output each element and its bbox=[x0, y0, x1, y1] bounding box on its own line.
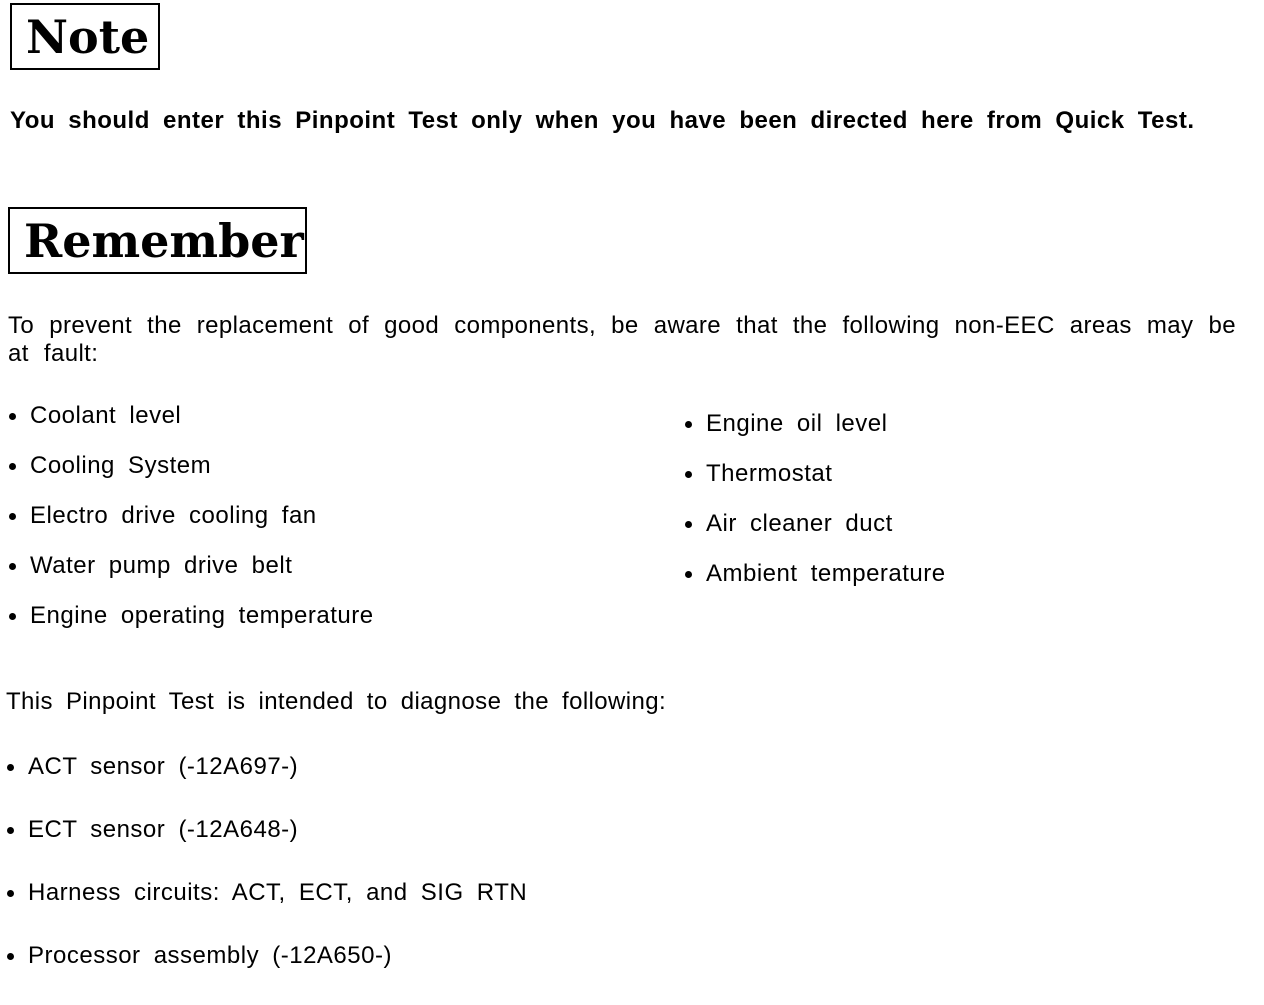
list-item bbox=[682, 460, 946, 488]
list-item-text: Water pump drive belt bbox=[30, 552, 293, 579]
list-item-text: Coolant level bbox=[30, 402, 182, 429]
bullet-icon bbox=[9, 563, 16, 570]
list-item-text: Air cleaner duct bbox=[706, 510, 893, 537]
note-heading: Note bbox=[10, 3, 160, 70]
bullet-icon bbox=[685, 421, 692, 428]
list-item bbox=[6, 552, 374, 580]
fault-areas-left-list bbox=[6, 402, 374, 652]
remember-heading: Remember bbox=[8, 207, 307, 274]
list-item-text: Processor assembly (-12A650-) bbox=[28, 942, 392, 969]
list-item bbox=[4, 753, 527, 781]
list-item-text: Ambient temperature bbox=[706, 560, 946, 587]
list-item-text: Electro drive cooling fan bbox=[30, 502, 317, 529]
bullet-icon bbox=[9, 463, 16, 470]
list-item-text: ACT sensor (-12A697-) bbox=[28, 753, 299, 780]
bullet-icon bbox=[7, 827, 14, 834]
bullet-icon bbox=[7, 764, 14, 771]
bullet-icon bbox=[685, 571, 692, 578]
list-item-text: ECT sensor (-12A648-) bbox=[28, 816, 299, 843]
bullet-icon bbox=[9, 413, 16, 420]
bullet-icon bbox=[9, 613, 16, 620]
bullet-icon bbox=[7, 890, 14, 897]
diagnose-list bbox=[4, 753, 527, 1005]
list-item bbox=[4, 816, 527, 844]
bullet-icon bbox=[685, 521, 692, 528]
list-item bbox=[682, 560, 946, 588]
list-item bbox=[6, 602, 374, 630]
remember-text: To prevent the replacement of good components, be aware that the following non-EEC areas may be at fault: bbox=[8, 312, 1236, 367]
fault-areas-right-list bbox=[682, 410, 946, 610]
diagnose-text: This Pinpoint Test is intended to diagnose the following: bbox=[6, 688, 667, 715]
list-item bbox=[6, 452, 374, 480]
list-item bbox=[4, 879, 527, 907]
list-item bbox=[682, 510, 946, 538]
list-item bbox=[6, 402, 374, 430]
note-text: You should enter this Pinpoint Test only when you have been directed here from Quick Test. bbox=[10, 107, 1195, 134]
list-item-text: Thermostat bbox=[706, 460, 833, 487]
list-item bbox=[4, 942, 527, 970]
list-item-text: Harness circuits: ACT, ECT, and SIG RTN bbox=[28, 879, 528, 906]
bullet-icon bbox=[7, 953, 14, 960]
bullet-icon bbox=[9, 513, 16, 520]
list-item-text: Engine oil level bbox=[706, 410, 888, 437]
list-item-text: Engine operating temperature bbox=[30, 602, 374, 629]
list-item-text: Cooling System bbox=[30, 452, 212, 479]
list-item bbox=[682, 410, 946, 438]
list-item bbox=[6, 502, 374, 530]
bullet-icon bbox=[685, 471, 692, 478]
